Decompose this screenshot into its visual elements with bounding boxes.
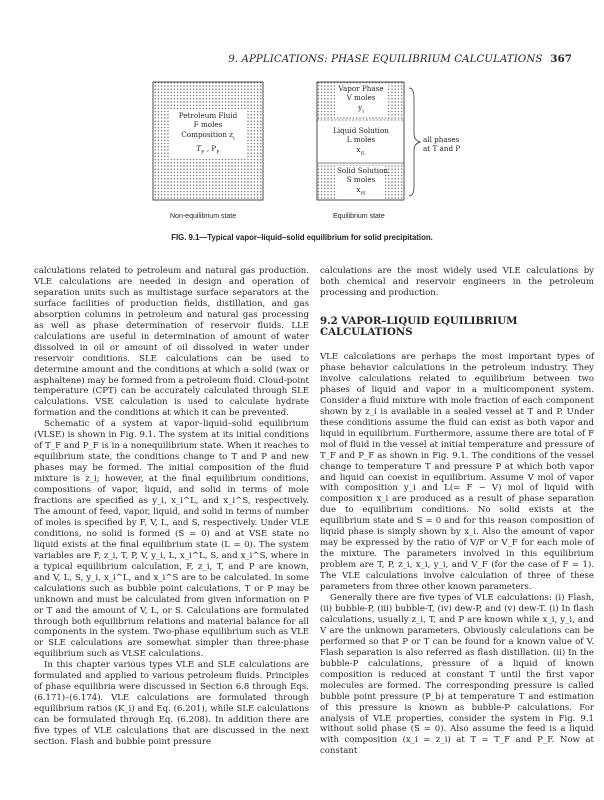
figure-9-1 [0,78,604,258]
page-number: 367 [550,53,572,65]
section-title-line-2: CALCULATIONS [320,326,413,339]
feed-composition: Composition $z_i$ [181,129,235,142]
section-number: 9.2 [320,314,338,327]
section-heading [320,316,594,339]
left-column [34,266,309,748]
feed-conditions: $T_F$ , $P_F$ [196,143,220,156]
vapor-moles: V moles [346,93,376,103]
feed-moles: F moles [193,120,223,130]
right-state-caption: Equilibrium state [333,213,385,220]
vapor-label [335,84,387,117]
right-paragraph-2: VLE calculations are perhaps the most important types of phase behavior calculations in the petroleum industry. They involve calculations related to equilibrium between two phases of liquid and vapor in a multicomponent system. Consider a fluid mixture with mole fraction of each component shown by z_i is available in a sealed vessel at T and P. Under these conditions assume the fluid can exist as both vapor and liquid in equilibrium. Furthermore, assume there are total of F mol of fluid in the vessel at initial temperature and pressure of T_F and P_F as shown in Fig. 9.1. The conditions of the vessel change to temperature T and pressure P at which both vapor and liquid can coexist in equilibrium. Assume V mol of vapor with composition y_i and L(= F − V) mol of liquid with composition x_i are produced as a result of phase separation due to equilibrium conditions. No solid exists at the equilibrium state and S = 0 and for this reason composition of liquid phase is simply shown by x_i. Also the amount of vapor may be expressed by the ratio of V/F or V_F for each mole of the mixture. The parameters involved in this equilibrium problem are T, P, z_i, x_i, y_i, and V_F (for the case of F = 1). The VLE calculations involve calculation of three of these parameters from three other known parameters. [320,352,594,593]
right-paragraph-3: Generally there are five types of VLE calculations: (i) Flash, (ii) bubble-P, (iii) bubble-T, (iv) dew-P, and (v) dew-T. (i) In flash calculations, usually z_i, T, and P are known while x_i, y_i, and V are the unknown parameters. Obviously calculations can be performed so that P or T can be found for a known value of V. Flash separation is also referred as flash distillation. (ii) In the bubble-P calculations, pressure of a liquid of known composition is reduced at constant T until the first vapor molecules are formed. The corresponding pressure is called bubble point pressure (P_b) at temperature T and estimation of this pressure is known as bubble-P calculations. For analysis of VLE properties, consider the system in Fig. 9.1 without solid phase (S = 0). Also assume the feed is a liquid with composition (x_i = z_i) at T = T_F and P_F. Now at constant [320,593,594,757]
figure-caption: FIG. 9.1—Typical vapor–liquid–solid equilibrium for solid precipitation. [171,233,433,242]
solid-phase-name: Solid Solution [337,166,389,175]
vapor-phase-name: Vapor Phase [338,84,384,93]
liquid-moles: L moles [346,135,376,145]
bracket-label: all phases at T and P [423,135,461,154]
solid-moles: S moles [346,175,376,185]
left-paragraph-3: In this chapter various types VLE and SLE calculations are formulated and applied to various petroleum fluids. Principles of phase equilibria were discussed in Section 6.8 through Eqs. (6.171)–(6.174). VLE calculations are formulated through equilibrium ratios (K_i) and Eq. (6.201), while SLE calculations can be formulated through Eq. (6.208). In addition there are five types of VLE calculations that are discussed in the next section. Flash and bubble point pressure [34,660,309,747]
figure-drawing [0,78,604,258]
phase-bracket [409,88,420,196]
solid-composition: $x_{iS}$ [356,184,366,197]
left-state-caption: Non-equilibrium state [170,213,237,220]
left-paragraph-1: calculations related to petroleum and natural gas production. VLE calculations are needed in design and operation of separation units such as multistage surface separators at the surface facilities of production fields, distillation, and gas absorption columns in petroleum and natural gas processing as well as phase determination of reservoir fluids. LLE calculations are useful in determination of amount of water dissolved in oil or amount of oil dissolved in water under reservoir conditions. SLE calculations can be used to determine amount and the conditions at which a solid (wax or asphaltene) may be formed from a petroleum fluid. Cloud-point temperature (CPT) can be accurately calculated through SLE calculations. VSE calculation is used to calculate hydrate formation and the conditions at which it can be prevented. [34,266,309,419]
running-header [228,53,572,65]
vapor-composition: $y_i$ [358,102,364,115]
liquid-composition: $x_{iL}$ [356,144,366,157]
feed-name: Petroleum Fluid [178,111,238,120]
liquid-phase-name: Liquid Solution [333,126,389,135]
running-title: 9. APPLICATIONS: PHASE EQUILIBRIUM CALCULATIONS [228,54,543,65]
section-title-line-1: VAPOR–LIQUID EQUILIBRIUM [341,314,518,327]
left-paragraph-2: Schematic of a system at vapor–liquid–solid equilibrium (VLSE) is shown in Fig. 9.1. The system at its initial conditions of T_F and P_F is in a nonequilibrium state. When it reaches to equilibrium state, the conditions change to T and P and new phases may be formed. The initial composition of the fluid mixture is z_i; however, at the final equilibrium conditions, compositions of vapor, liquid, and solid in terms of mole fractions are specified as y_i, x_i^L, and x_i^S, respectively. The amount of feed, vapor, liquid, and solid in terms of number of moles is specified by F, V, L, and S, respectively. Under VLE conditions, no solid is formed (S = 0) and at VSE state no liquid exists at the final equilibrium state (L = 0). The system variables are F, z_i, T, P, V, y_i, L, x_i^L, S, and x_i^S, where in a typical equilibrium calculation, F, z_i, T, and P are known, and V, L, S, y_i, x_i^L, and x_i^S are to be calculated. In some calculations such as bubble point calculations, T or P may be unknown and must be calculated from given information on P or T and the amount of V, L, or S. Calculations are formulated through both equilibrium relations and material balance for all components in the system. Two-phase equilibrium such as VLE or SLE calculations are somewhat simpler than three-phase equilibrium such as VLSE calculations. [34,419,309,660]
right-paragraph-1: calculations are the most widely used VLE calculations by both chemical and reservoir engineers in the petroleum processing and production. [320,266,594,298]
left-vessel-label [170,111,246,158]
liquid-label [332,126,390,159]
right-column [320,266,594,757]
solid-label [337,166,389,199]
